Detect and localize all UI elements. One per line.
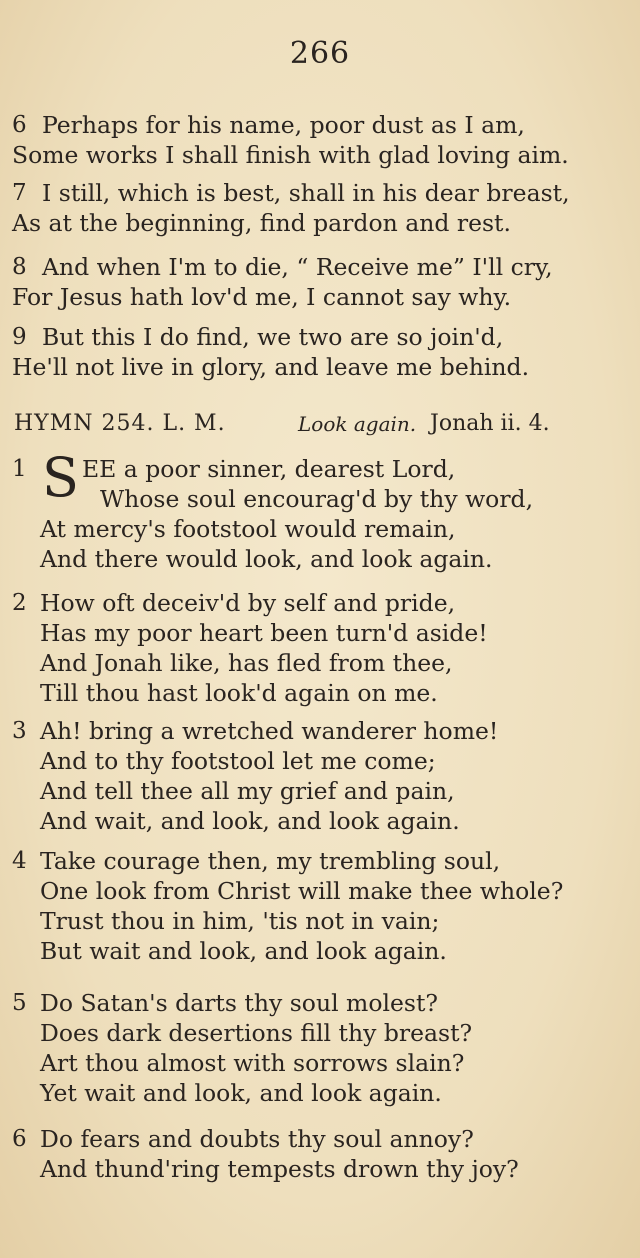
verse-line: He'll not live in glory, and leave me behind.: [12, 353, 530, 381]
verse-line: Has my poor heart been turn'd aside!: [40, 619, 488, 647]
scripture-reference: Jonah ii. 4.: [430, 411, 550, 436]
hymn-title: HYMN 254. L. M.: [14, 411, 226, 436]
verse-line: And wait, and look, and look again.: [40, 807, 460, 835]
verse-line: Art thou almost with sorrows slain?: [40, 1049, 465, 1077]
verse-line: And tell thee all my grief and pain,: [40, 777, 455, 805]
verse-line: Some works I shall finish with glad loving aim.: [12, 141, 569, 169]
verse-line: Do fears and doubts thy soul annoy?: [40, 1125, 474, 1153]
prev-verse-7: [0, 178, 640, 238]
verse-line: But this I do find, we two are so join'd,: [42, 323, 504, 351]
hymn-verse-2: [0, 588, 640, 708]
verse-line: Take courage then, my trembling soul,: [40, 847, 501, 875]
verse-line: I still, which is best, shall in his dear breast,: [42, 179, 570, 207]
verse-line: Does dark desertions fill thy breast?: [40, 1019, 473, 1047]
prev-verse-9: [0, 322, 640, 382]
hymn-subtitle: Look again.: [298, 412, 417, 436]
verse-number: 4: [12, 848, 27, 874]
prev-verse-6: [0, 110, 640, 170]
verse-number: 6: [12, 112, 27, 138]
verse-line: But wait and look, and look again.: [40, 937, 447, 965]
hymn-verse-5: [0, 988, 640, 1108]
verse-number: 6: [12, 1126, 27, 1152]
verse-line: Trust thou in him, 'tis not in vain;: [40, 907, 440, 935]
verse-line: And Jonah like, has fled from thee,: [40, 649, 453, 677]
verse-line: Till thou hast look'd again on me.: [40, 679, 438, 707]
verse-line: Do Satan's darts thy soul molest?: [40, 989, 439, 1017]
verse-number: 8: [12, 254, 27, 280]
hymn-verse-3: [0, 716, 640, 836]
verse-number: 9: [12, 324, 27, 350]
verse-line: For Jesus hath lov'd me, I cannot say why.: [12, 283, 512, 311]
drop-cap: S: [42, 446, 79, 509]
verse-line: Ah! bring a wretched wanderer home!: [40, 717, 499, 745]
prev-verse-8: [0, 252, 640, 312]
verse-line: Whose soul encourag'd by thy word,: [100, 485, 534, 513]
verse-line: EE a poor sinner, dearest Lord,: [82, 455, 456, 483]
hymn-header: [0, 408, 640, 440]
verse-line: And there would look, and look again.: [40, 545, 493, 573]
hymn-verse-1: [0, 446, 640, 574]
verse-line: Perhaps for his name, poor dust as I am,: [42, 111, 525, 139]
verse-line: And when I'm to die, “ Receive me” I'll cry,: [42, 253, 553, 281]
verse-line: How oft deceiv'd by self and pride,: [40, 589, 456, 617]
verse-number: 3: [12, 718, 27, 744]
verse-line: As at the beginning, find pardon and rest.: [12, 209, 511, 237]
verse-number: 1: [12, 456, 27, 482]
page-number: 266: [289, 36, 351, 71]
hymn-verse-6: [0, 1124, 640, 1184]
verse-line: One look from Christ will make thee whole?: [40, 877, 564, 905]
hymn-verse-4: [0, 846, 640, 966]
verse-line: Yet wait and look, and look again.: [40, 1079, 442, 1107]
verse-line: And thund'ring tempests drown thy joy?: [40, 1155, 519, 1183]
verse-line: And to thy footstool let me come;: [40, 747, 436, 775]
verse-number: 2: [12, 590, 27, 616]
verse-number: 5: [12, 990, 27, 1016]
verse-line: At mercy's footstool would remain,: [40, 515, 456, 543]
verse-number: 7: [12, 180, 27, 206]
